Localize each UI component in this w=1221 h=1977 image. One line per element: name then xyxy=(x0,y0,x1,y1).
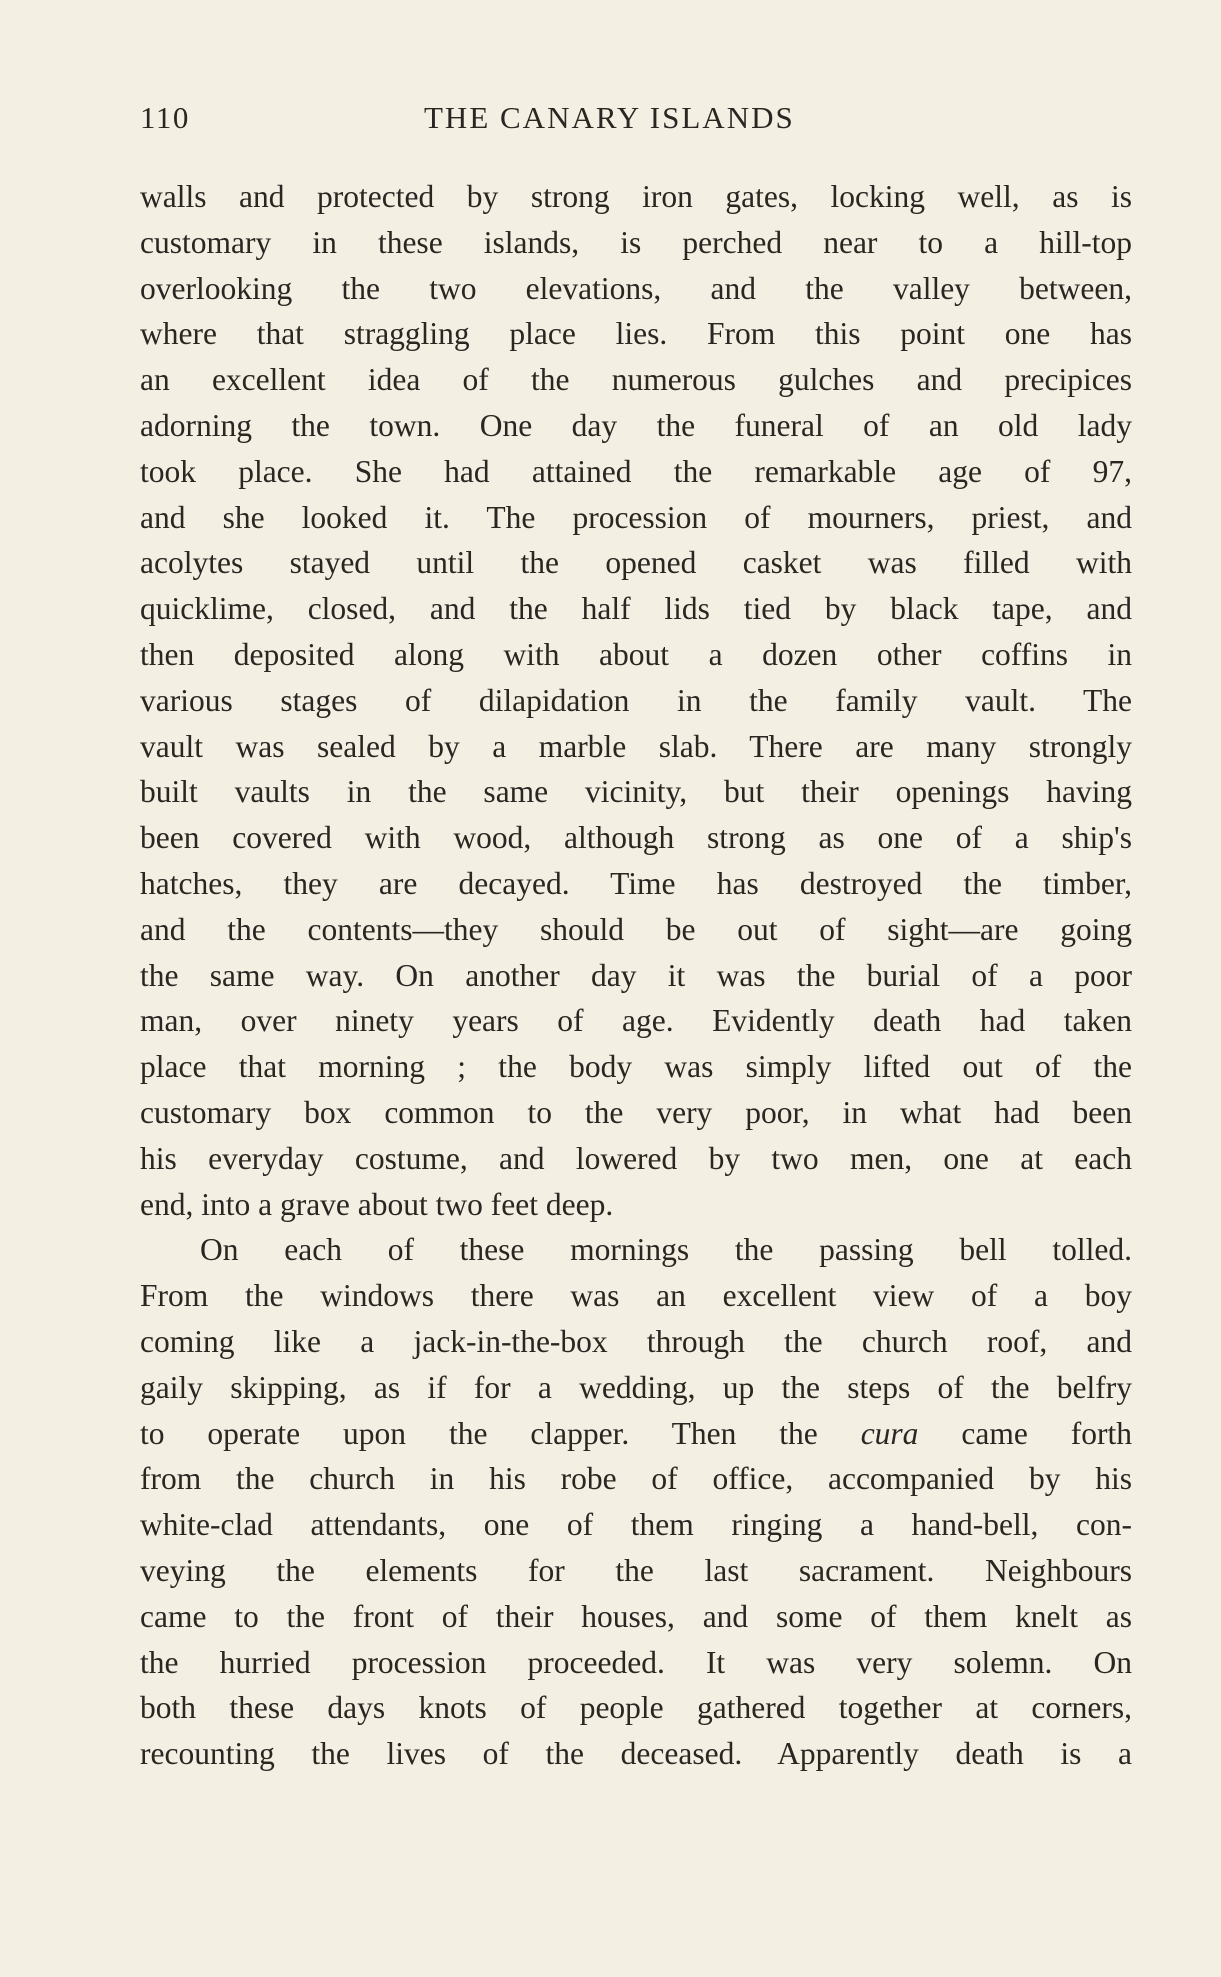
text-line: his everyday costume, and lowered by two men, one at each xyxy=(140,1140,1132,1176)
text-line: vault was sealed by a marble slab. There are many strongly xyxy=(140,728,1132,764)
italic-word: cura xyxy=(860,1415,919,1451)
text-line: both these days knots of people gathered together at corners, xyxy=(140,1690,1132,1726)
text-line: various stages of dilapidation in the family vault. The xyxy=(140,682,1132,718)
page-number: 110 xyxy=(140,100,190,135)
text-line: built vaults in the same vicinity, but their openings having xyxy=(140,774,1132,810)
text-line: overlooking the two elevations, and the valley between, xyxy=(140,270,1132,306)
body-text xyxy=(140,174,1132,1777)
text-line: hatches, they are decayed. Time has destroyed the timber, xyxy=(140,865,1132,901)
text-line: coming like a jack-in-the-box through the church roof, and xyxy=(140,1323,1132,1359)
text-line: and the contents—they should be out of sight—are going xyxy=(140,911,1132,947)
running-head xyxy=(140,96,1132,140)
text-line: gaily skipping, as if for a wedding, up the steps of the belfry xyxy=(140,1369,1132,1405)
text-line: where that straggling place lies. From this point one has xyxy=(140,316,1132,352)
text-line: recounting the lives of the deceased. Apparently death is a xyxy=(140,1736,1132,1772)
text-line: veying the elements for the last sacrament. Neighbours xyxy=(140,1552,1132,1588)
running-title: THE CANARY ISLANDS xyxy=(424,100,795,135)
text-line: came to the front of their houses, and some of them knelt as xyxy=(140,1598,1132,1634)
text-line: customary in these islands, is perched near to a hill-top xyxy=(140,224,1132,260)
text-line: and she looked it. The procession of mourners, priest, and xyxy=(140,499,1132,535)
text-line: took place. She had attained the remarkable age of 97, xyxy=(140,453,1132,489)
text-line: walls and protected by strong iron gates, locking well, as is xyxy=(140,179,1132,214)
text-line: acolytes stayed until the opened casket was filled with xyxy=(140,545,1132,581)
text-line-with-italic xyxy=(140,1411,1132,1457)
text-line: the same way. On another day it was the burial of a poor xyxy=(140,957,1132,993)
text-line: then deposited along with about a dozen other coffins in xyxy=(140,636,1132,672)
text-line: from the church in his robe of office, accompanied by his xyxy=(140,1461,1132,1497)
text-line: white-clad attendants, one of them ringing a hand-bell, con- xyxy=(140,1507,1132,1543)
text-line-segment: to operate upon the clapper. Then the xyxy=(140,1415,818,1451)
text-line: the hurried procession proceeded. It was very solemn. On xyxy=(140,1644,1132,1680)
text-line: On each of these mornings the passing bell tolled. xyxy=(200,1232,1132,1268)
text-line: an excellent idea of the numerous gulches and precipices xyxy=(140,362,1132,398)
text-line: customary box common to the very poor, in what had been xyxy=(140,1094,1132,1130)
text-line-segment: came forth xyxy=(961,1415,1132,1451)
text-line: end, into a grave about two feet deep. xyxy=(140,1186,614,1222)
text-line: been covered with wood, although strong as one of a ship's xyxy=(140,820,1132,856)
text-line: place that morning ; the body was simply lifted out of the xyxy=(140,1049,1132,1085)
text-line: man, over ninety years of age. Evidently death had taken xyxy=(140,1003,1132,1039)
text-line: From the windows there was an excellent view of a boy xyxy=(140,1278,1132,1314)
text-line: adorning the town. One day the funeral of an old lady xyxy=(140,407,1132,443)
text-line: quicklime, closed, and the half lids tied by black tape, and xyxy=(140,591,1132,627)
